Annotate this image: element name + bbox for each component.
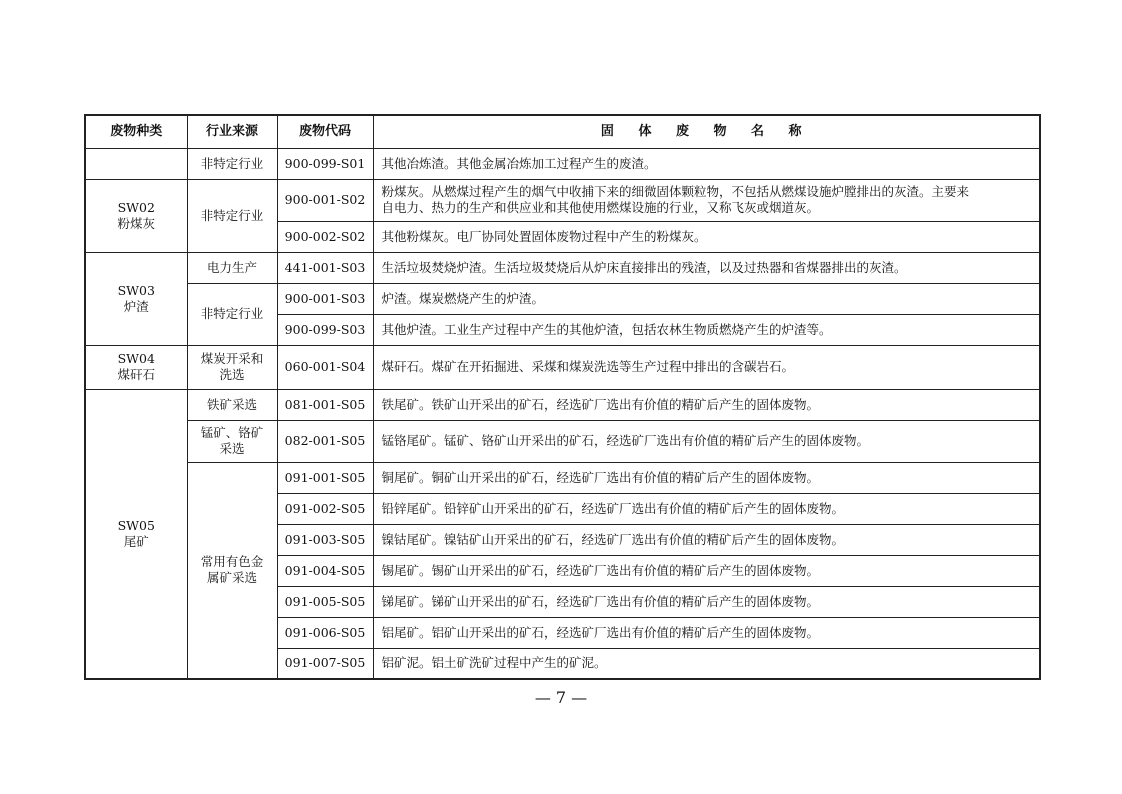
category-cell xyxy=(85,252,187,345)
waste-code-cell: 900-099-S03 xyxy=(277,314,373,345)
industry-cell xyxy=(187,345,277,389)
waste-name-cell: 铝矿泥。铝土矿洗矿过程中产生的矿泥。 xyxy=(373,648,1040,679)
solid-waste-table xyxy=(84,114,1041,680)
category-cell xyxy=(85,345,187,389)
waste-code-cell: 900-001-S03 xyxy=(277,283,373,314)
waste-code-cell: 900-002-S02 xyxy=(277,221,373,252)
waste-code-cell: 081-001-S05 xyxy=(277,389,373,420)
waste-name-cell: 锡尾矿。锡矿山开采出的矿石，经选矿厂选出有价值的精矿后产生的固体废物。 xyxy=(373,555,1040,586)
header-waste-name: 固 体 废 物 名 称 xyxy=(373,115,1040,148)
category-code: SW03 xyxy=(117,282,155,298)
waste-name-cell: 铁尾矿。铁矿山开采出的矿石，经选矿厂选出有价值的精矿后产生的固体废物。 xyxy=(373,389,1040,420)
industry-cell: 非特定行业 xyxy=(187,179,277,252)
category-code: SW02 xyxy=(117,199,155,215)
waste-name-cell: 铜尾矿。铜矿山开采出的矿石，经选矿厂选出有价值的精矿后产生的固体废物。 xyxy=(373,462,1040,493)
category-name: 尾矿 xyxy=(123,533,149,549)
header-waste-category: 废物种类 xyxy=(85,115,187,148)
category-code: SW04 xyxy=(117,351,155,366)
waste-name-cell: 炉渣。煤炭燃烧产生的炉渣。 xyxy=(373,283,1040,314)
industry-line: 锰矿、铬矿 xyxy=(200,425,264,440)
industry-line: 常用有色金 xyxy=(200,554,264,570)
waste-code-cell: 091-001-S05 xyxy=(277,462,373,493)
waste-name-cell: 煤矸石。煤矿在开拓掘进、采煤和煤炭洗选等生产过程中排出的含碳岩石。 xyxy=(373,345,1040,389)
waste-name-cell: 其他粉煤灰。电厂协同处置固体废物过程中产生的粉煤灰。 xyxy=(373,221,1040,252)
table-row xyxy=(85,179,1040,221)
table-row xyxy=(85,420,1040,462)
category-cell xyxy=(85,179,187,252)
industry-cell xyxy=(187,462,277,679)
waste-name-line: 自电力、热力的生产和供应业和其他使用燃煤设施的行业，又称飞灰或烟道灰。 xyxy=(381,200,820,215)
table-row xyxy=(85,389,1040,420)
category-code: SW05 xyxy=(117,517,155,533)
header-waste-code: 废物代码 xyxy=(277,115,373,148)
waste-name-cell: 锰铬尾矿。锰矿、铬矿山开采出的矿石，经选矿厂选出有价值的精矿后产生的固体废物。 xyxy=(373,420,1040,462)
waste-name-line: 粉煤灰。从燃煤过程产生的烟气中收捕下来的细微固体颗粒物，不包括从燃煤设施炉膛排出的灰渣。主要来 xyxy=(381,184,970,199)
category-name: 粉煤灰 xyxy=(117,215,155,231)
industry-line: 煤炭开采和 xyxy=(200,351,264,366)
category-cell xyxy=(85,148,187,179)
category-name: 煤矸石 xyxy=(117,367,155,382)
waste-code-cell: 441-001-S03 xyxy=(277,252,373,283)
waste-code-cell: 091-002-S05 xyxy=(277,493,373,524)
waste-code-cell: 091-007-S05 xyxy=(277,648,373,679)
waste-name-cell: 生活垃圾焚烧炉渣。生活垃圾焚烧后从炉床直接排出的残渣，以及过热器和省煤器排出的灰渣。 xyxy=(373,252,1040,283)
waste-code-cell: 091-005-S05 xyxy=(277,586,373,617)
table-row xyxy=(85,462,1040,493)
category-name: 炉渣 xyxy=(123,298,149,314)
industry-cell: 非特定行业 xyxy=(187,148,277,179)
table-row xyxy=(85,345,1040,389)
waste-name-cell xyxy=(373,179,1040,221)
waste-code-cell: 900-001-S02 xyxy=(277,179,373,221)
table-row xyxy=(85,148,1040,179)
waste-code-cell: 082-001-S05 xyxy=(277,420,373,462)
industry-cell xyxy=(187,420,277,462)
table-row xyxy=(85,252,1040,283)
industry-cell: 铁矿采选 xyxy=(187,389,277,420)
industry-line: 洗选 xyxy=(219,367,245,382)
waste-name-cell: 铅锌尾矿。铅锌矿山开采出的矿石，经选矿厂选出有价值的精矿后产生的固体废物。 xyxy=(373,493,1040,524)
page-number: — 7 — xyxy=(534,688,588,707)
category-cell xyxy=(85,389,187,679)
industry-cell: 非特定行业 xyxy=(187,283,277,345)
waste-name-cell: 镍钴尾矿。镍钴矿山开采出的矿石，经选矿厂选出有价值的精矿后产生的固体废物。 xyxy=(373,524,1040,555)
industry-cell: 电力生产 xyxy=(187,252,277,283)
waste-code-cell: 900-099-S01 xyxy=(277,148,373,179)
waste-code-cell: 060-001-S04 xyxy=(277,345,373,389)
industry-line: 属矿采选 xyxy=(206,570,257,586)
waste-name-cell: 铝尾矿。铝矿山开采出的矿石，经选矿厂选出有价值的精矿后产生的固体废物。 xyxy=(373,617,1040,648)
waste-code-cell: 091-006-S05 xyxy=(277,617,373,648)
waste-name-cell: 其他炉渣。工业生产过程中产生的其他炉渣，包括农林生物质燃烧产生的炉渣等。 xyxy=(373,314,1040,345)
waste-code-cell: 091-003-S05 xyxy=(277,524,373,555)
industry-line: 采选 xyxy=(219,441,245,456)
table-header-row xyxy=(85,115,1040,148)
waste-name-cell: 锑尾矿。锑矿山开采出的矿石，经选矿厂选出有价值的精矿后产生的固体废物。 xyxy=(373,586,1040,617)
header-industry-source: 行业来源 xyxy=(187,115,277,148)
waste-code-cell: 091-004-S05 xyxy=(277,555,373,586)
table-row xyxy=(85,283,1040,314)
waste-name-cell: 其他冶炼渣。其他金属冶炼加工过程产生的废渣。 xyxy=(373,148,1040,179)
